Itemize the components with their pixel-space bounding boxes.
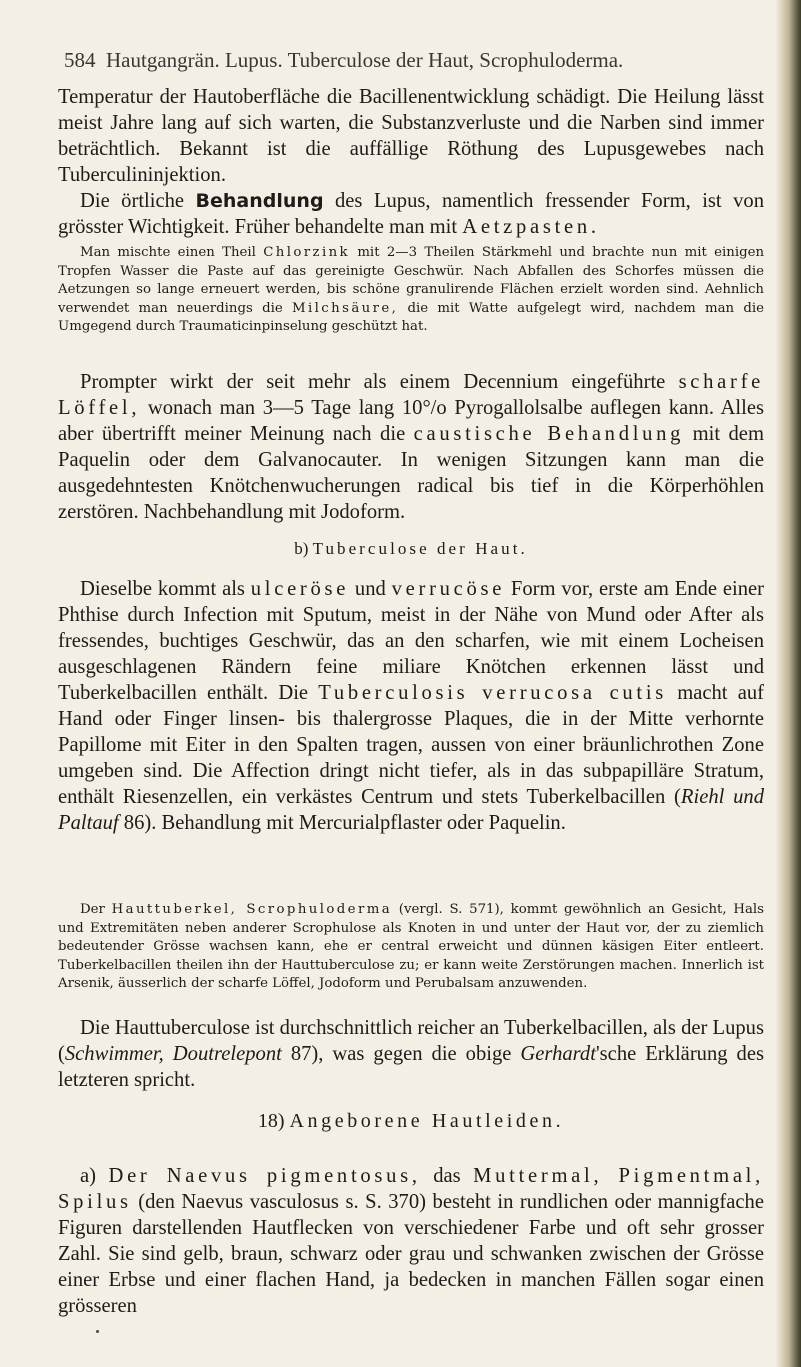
citation: Schwimmer, Doutrelepont: [64, 1043, 282, 1065]
paragraph-5: Die Hauttuberculose ist durchschnittlich reicher an Tuberkelbacillen, als der Lupus (Schwimmer, Doutrelepont 87), was gegen die obige Gerhardt'sche Erklärung des letzteren spricht.: [58, 1017, 764, 1091]
section-title: Tuberculose der Haut.: [312, 539, 528, 558]
paragraph-3: Prompter wirkt der seit mehr als einem Decennium eingeführte scharfe Löffel, wonach man 3—5 Tage lang 10°/o Pyrogallolsalbe auflegen kann. Alles aber übertrifft meiner Meinung nach die caustische Behandlung mit dem Paquelin oder dem Galvanocauter. In wenigen Sitzungen kann man die ausgedehntesten Knötchenwucherungen radical bis tief in die Körperhöhlen zerstören. Nachbehandlung mit Jodoform.: [58, 371, 764, 523]
paragraph-4: Dieselbe kommt als ulceröse und verrucöse Form vor, erste am Ende einer Phthise durch Infection mit Sputum, meist in der Nähe von Mund oder After als fressendes, buchtiges Geschwür, das an den scharfen, wie mit einem Locheisen ausgeschlagenen Rändern feine miliare Knötchen erkennen lässt und Tuberkelbacillen enthält. Die Tuberculosis verrucosa cutis macht auf Hand oder Finger linsen- bis thalergrosse Plaques, die in der Mitte verhornte Papillome mit Eiter in den Spalten tragen, aussen von einer bräunlichrothen Zone umgeben sind. Die Affection dringt nicht tiefer, als in das subpapilläre Stratum, enthält Riesenzellen, ein verkästes Centrum und stets Tuberkelbacillen (Riehl und Paltauf 86). Behandlung mit Mercurialpflaster oder Paquelin.: [58, 578, 765, 834]
running-title: Hautgangrän. Lupus. Tuberculose der Haut, Scrophuloderma.: [106, 48, 624, 72]
section-title: Angeborene Hautleiden.: [289, 1110, 565, 1132]
page-edge-shadow: [775, 0, 801, 1367]
page-number: 584: [64, 48, 96, 72]
running-header: [64, 48, 754, 73]
ink-speck: [96, 1330, 99, 1333]
section-heading-b: [58, 539, 764, 559]
citation: Gerhardt: [520, 1043, 596, 1065]
paragraph-2: Die örtliche Behandlung des Lupus, namentlich fressender Form, ist von grösster Wichtigkeit. Früher behandelte man mit Aetzpasten.: [58, 190, 764, 238]
bold-term-behandlung: Behandlung: [195, 190, 324, 212]
paragraph-1: Temperatur der Hautoberfläche die Bacillenentwicklung schädigt. Die Heilung lässt meist Jahre lang auf sich warten, die Substanzverluste und die Narben sind immer beträchtlich. Bekannt ist die auffällige Röthung des Lupusgewebes nach Tuberculininjektion.: [58, 86, 764, 186]
section-label: b): [294, 539, 309, 558]
small-print-2: Der Hauttuberkel, Scrophuloderma (vergl. S. 571), kommt gewöhnlich an Gesicht, Hals und Extremitäten neben anderer Scrophulose als Knoten in und unter der Haut vor, der zu ziemlich bedeutender Grösse wachsen kann, ehe er central erweicht und dünnen käsigen Eiter entleert. Tuberkelbacillen theilen ihn der Hauttuberculose zu; er kann weite Zerstörungen machen. Innerlich ist Arsenik, äusserlich der scharfe Löffel, Jodoform und Perubalsam anzuwenden.: [58, 902, 764, 992]
citation: Riehl und Paltauf: [58, 786, 764, 834]
paragraph-6: a) Der Naevus pigmentosus, das Muttermal, Pigmentmal, Spilus (den Naevus vasculosus s. S. 370) besteht in rundlichen oder mannigfache Figuren darstellenden Hautflecken von verschiedener Farbe und oft sehr grosser Zahl. Sie sind gelb, braun, schwarz oder grau und schwanken zwischen der Grösse einer Erbse und einer flachen Hand, ja bedecken in manchen Fällen sogar einen grösseren: [58, 1165, 764, 1317]
section-heading-18: [58, 1110, 764, 1133]
section-label: 18): [257, 1110, 285, 1132]
small-print-1: Man mischte einen Theil Chlorzink mit 2—3 Theilen Stärkmehl und brachte nun mit einigen Tropfen Wasser die Paste auf das gereinigte Geschwür. Nach Abfallen des Schorfes müssen die Aetzungen so lange erneuert werden, bis schöne granulirende Flächen erzielt worden sind. Aehnlich verwendet man neuerdings die Milchsäure, die mit Watte aufgelegt wird, nachdem man die Umgegend durch Traumaticinpinselung geschützt hat.: [58, 245, 765, 335]
